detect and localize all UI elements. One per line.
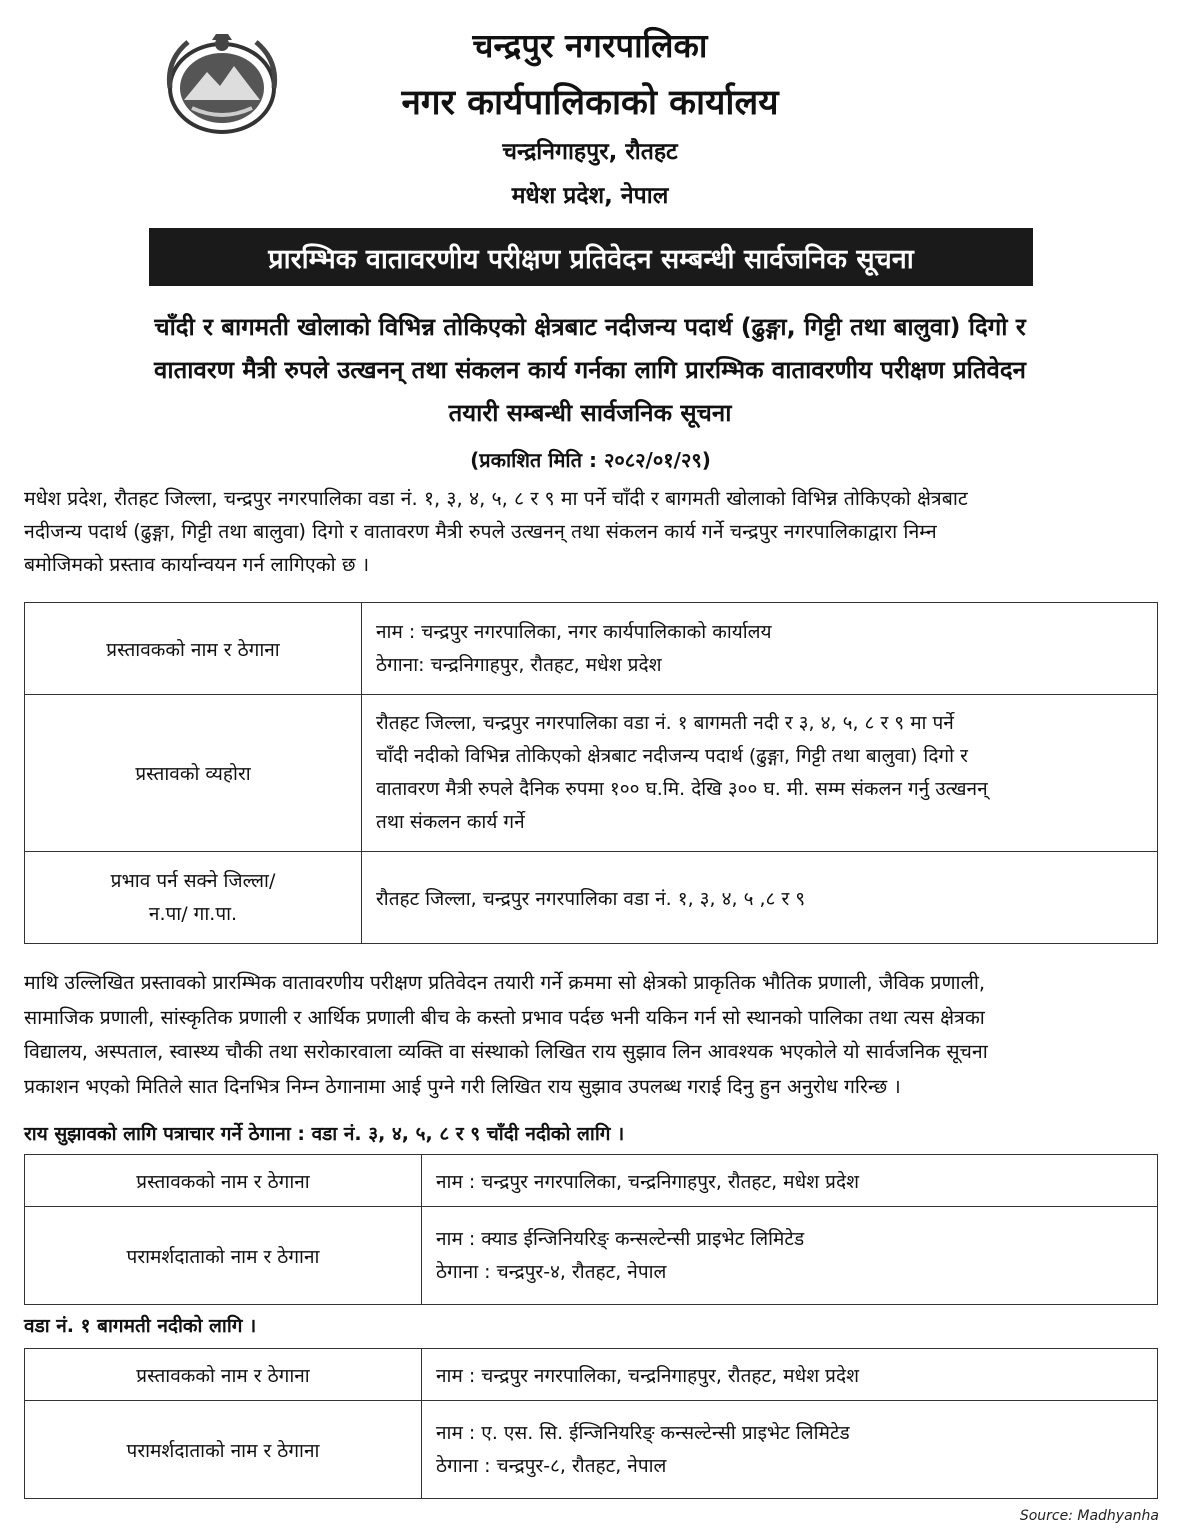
value-line: वातावरण मैत्री रुपले दैनिक रुपमा १०० घ.मि. देखि ३०० घ. मी. सम्म संकलन गर्नु उत्खनन् <box>376 778 988 800</box>
table-value: नाम : चन्द्रपुर नगरपालिका, चन्द्रनिगाहपुर, रौतहट, मधेश प्रदेश <box>422 1349 1158 1401</box>
subtitle-line: तयारी सम्बन्धी सार्वजनिक सूचना <box>448 399 732 427</box>
value-line: नाम : क्याड ईन्जिनियरिङ् कन्सल्टेन्सी प्राइभेट लिमिटेड <box>436 1227 805 1250</box>
office-address: चन्द्रनिगाहपुर, रौतहट <box>502 139 678 165</box>
label-line: न.पा/ गा.पा. <box>148 902 238 925</box>
table-label: प्रस्तावकको नाम र ठेगाना <box>25 1155 422 1207</box>
table-value <box>422 1207 1158 1305</box>
nepal-emblem-icon <box>162 30 282 136</box>
source-credit: Source: Madhyanha <box>1019 1508 1159 1524</box>
table-value <box>422 1401 1158 1499</box>
office-province: मधेश प्रदेश, नेपाल <box>511 183 669 209</box>
table-row <box>25 1207 1158 1305</box>
table-value <box>362 695 1158 852</box>
value-line: ठेगाना : चन्द्रपुर-४, रौतहट, नेपाल <box>436 1260 667 1283</box>
table-label: प्रस्तावकको नाम र ठेगाना <box>25 1349 422 1401</box>
paragraph-line: विद्यालय, अस्पताल, स्वास्थ्य चौकी तथा सरोकारवाला व्यक्ति वा संस्थाको लिखित राय सुझाव लिन आवश्यक भएकोले यो सार्वजनिक सूचना <box>24 1040 988 1063</box>
value-line: ठेगाना : चन्द्रपुर-८, रौतहट, नेपाल <box>436 1454 667 1477</box>
intro-paragraph <box>24 482 1158 581</box>
paragraph-line: नदीजन्य पदार्थ (ढुङ्गा, गिट्टी तथा बालुवा) दिगो र वातावरण मैत्री रुपले उत्खनन् तथा संकलन कार्य गर्ने चन्द्रपुर नगरपालिकाद्वारा निम्न <box>24 520 937 543</box>
value-line: तथा संकलन कार्य गर्ने <box>376 811 525 833</box>
notice-banner: प्रारम्भिक वातावरणीय परीक्षण प्रतिवेदन सम्बन्धी सार्वजनिक सूचना <box>149 228 1033 286</box>
table-row <box>25 852 1158 944</box>
paragraph-line: मधेश प्रदेश, रौतहट जिल्ला, चन्द्रपुर नगरपालिका वडा नं. १, ३, ४, ५, ८ र ९ मा पर्ने चाँदी र बागमती खोलाको विभिन्न तोकिएको क्षेत्रबाट <box>24 487 968 510</box>
value-line: रौतहट जिल्ला, चन्द्रपुर नगरपालिका वडा नं. १ बागमती नदी र ३, ४, ५, ८ र ९ मा पर्ने <box>376 712 954 734</box>
table-value: नाम : चन्द्रपुर नगरपालिका, चन्द्रनिगाहपुर, रौतहट, मधेश प्रदेश <box>422 1155 1158 1207</box>
table-label: प्रस्तावकको नाम र ठेगाना <box>25 603 362 695</box>
table-row <box>25 1155 1158 1207</box>
paragraph-line: माथि उल्लिखित प्रस्तावको प्रारम्भिक वातावरणीय परीक्षण प्रतिवेदन तयारी गर्ने क्रममा सो क्षेत्रको प्राकृतिक भौतिक प्रणाली, जैविक प्रणाली, <box>24 971 986 994</box>
subtitle-line: वातावरण मैत्री रुपले उत्खनन् तथा संकलन कार्य गर्नका लागि प्रारम्भिक वातावरणीय परीक्षण प्रतिवेदन <box>154 356 1026 384</box>
value-line: नाम : चन्द्रपुर नगरपालिका, नगर कार्यपालिकाको कार्यालय <box>376 620 772 643</box>
table-label: परामर्शदाताको नाम र ठेगाना <box>25 1401 422 1499</box>
proposal-table <box>24 602 1158 944</box>
table-value <box>362 603 1158 695</box>
value-line: ठेगाना: चन्द्रनिगाहपुर, रौतहट, मधेश प्रदेश <box>376 653 662 676</box>
table-row <box>25 603 1158 695</box>
notice-subtitle <box>40 306 1140 435</box>
publication-date: (प्रकाशित मिति : २०८२/०१/२९) <box>470 448 711 472</box>
office-name: चन्द्रपुर नगरपालिका <box>472 26 708 65</box>
table-row <box>25 1349 1158 1401</box>
table-value: रौतहट जिल्ला, चन्द्रपुर नगरपालिका वडा नं. १, ३, ४, ५ ,८ र ९ <box>362 852 1158 944</box>
table-row <box>25 1401 1158 1499</box>
office-title: नगर कार्यपालिकाको कार्यालय <box>401 83 779 123</box>
table-label: परामर्शदाताको नाम र ठेगाना <box>25 1207 422 1305</box>
label-line: प्रभाव पर्न सक्ने जिल्ला/ <box>110 869 276 892</box>
request-paragraph <box>24 966 1158 1104</box>
paragraph-line: बमोजिमको प्रस्ताव कार्यान्वयन गर्न लागिएको छ । <box>24 553 370 576</box>
table-row <box>25 695 1158 852</box>
table-label: प्रस्तावको व्यहोरा <box>25 695 362 852</box>
paragraph-line: सामाजिक प्रणाली, सांस्कृतिक प्रणाली र आर्थिक प्रणाली बीच के कस्तो प्रभाव पर्दछ भनी यकिन गर्न सो स्थानको पालिका तथा त्यस क्षेत्रका <box>24 1005 985 1029</box>
value-line: चाँदी नदीको विभिन्न तोकिएको क्षेत्रबाट नदीजन्य पदार्थ (ढुङ्गा, गिट्टी तथा बालुवा) दिगो र <box>376 745 968 767</box>
chandi-contact-table <box>24 1154 1158 1305</box>
value-line: नाम : ए. एस. सि. ईन्जिनियरिङ् कन्सल्टेन्सी प्राइभेट लिमिटेड <box>436 1421 850 1444</box>
subtitle-line: चाँदी र बागमती खोलाको विभिन्न तोकिएको क्षेत्रबाट नदीजन्य पदार्थ (ढुङ्गा, गिट्टी तथा बालुवा) दिगो र <box>154 313 1026 341</box>
paragraph-line: प्रकाशन भएको मितिले सात दिनभित्र निम्न ठेगानामा आई पुग्ने गरी लिखित राय सुझाव उपलब्ध गराई दिनु हुन अनुरोध गरिन्छ । <box>24 1074 901 1098</box>
bagmati-contact-table <box>24 1348 1158 1499</box>
section-title-chandi: राय सुझावको लागि पत्राचार गर्ने ठेगाना : वडा नं. ३, ४, ५, ८ र ९ चाँदी नदीको लागि । <box>24 1123 625 1145</box>
section-title-bagmati: वडा नं. १ बागमती नदीको लागि । <box>24 1315 257 1337</box>
table-label <box>25 852 362 944</box>
